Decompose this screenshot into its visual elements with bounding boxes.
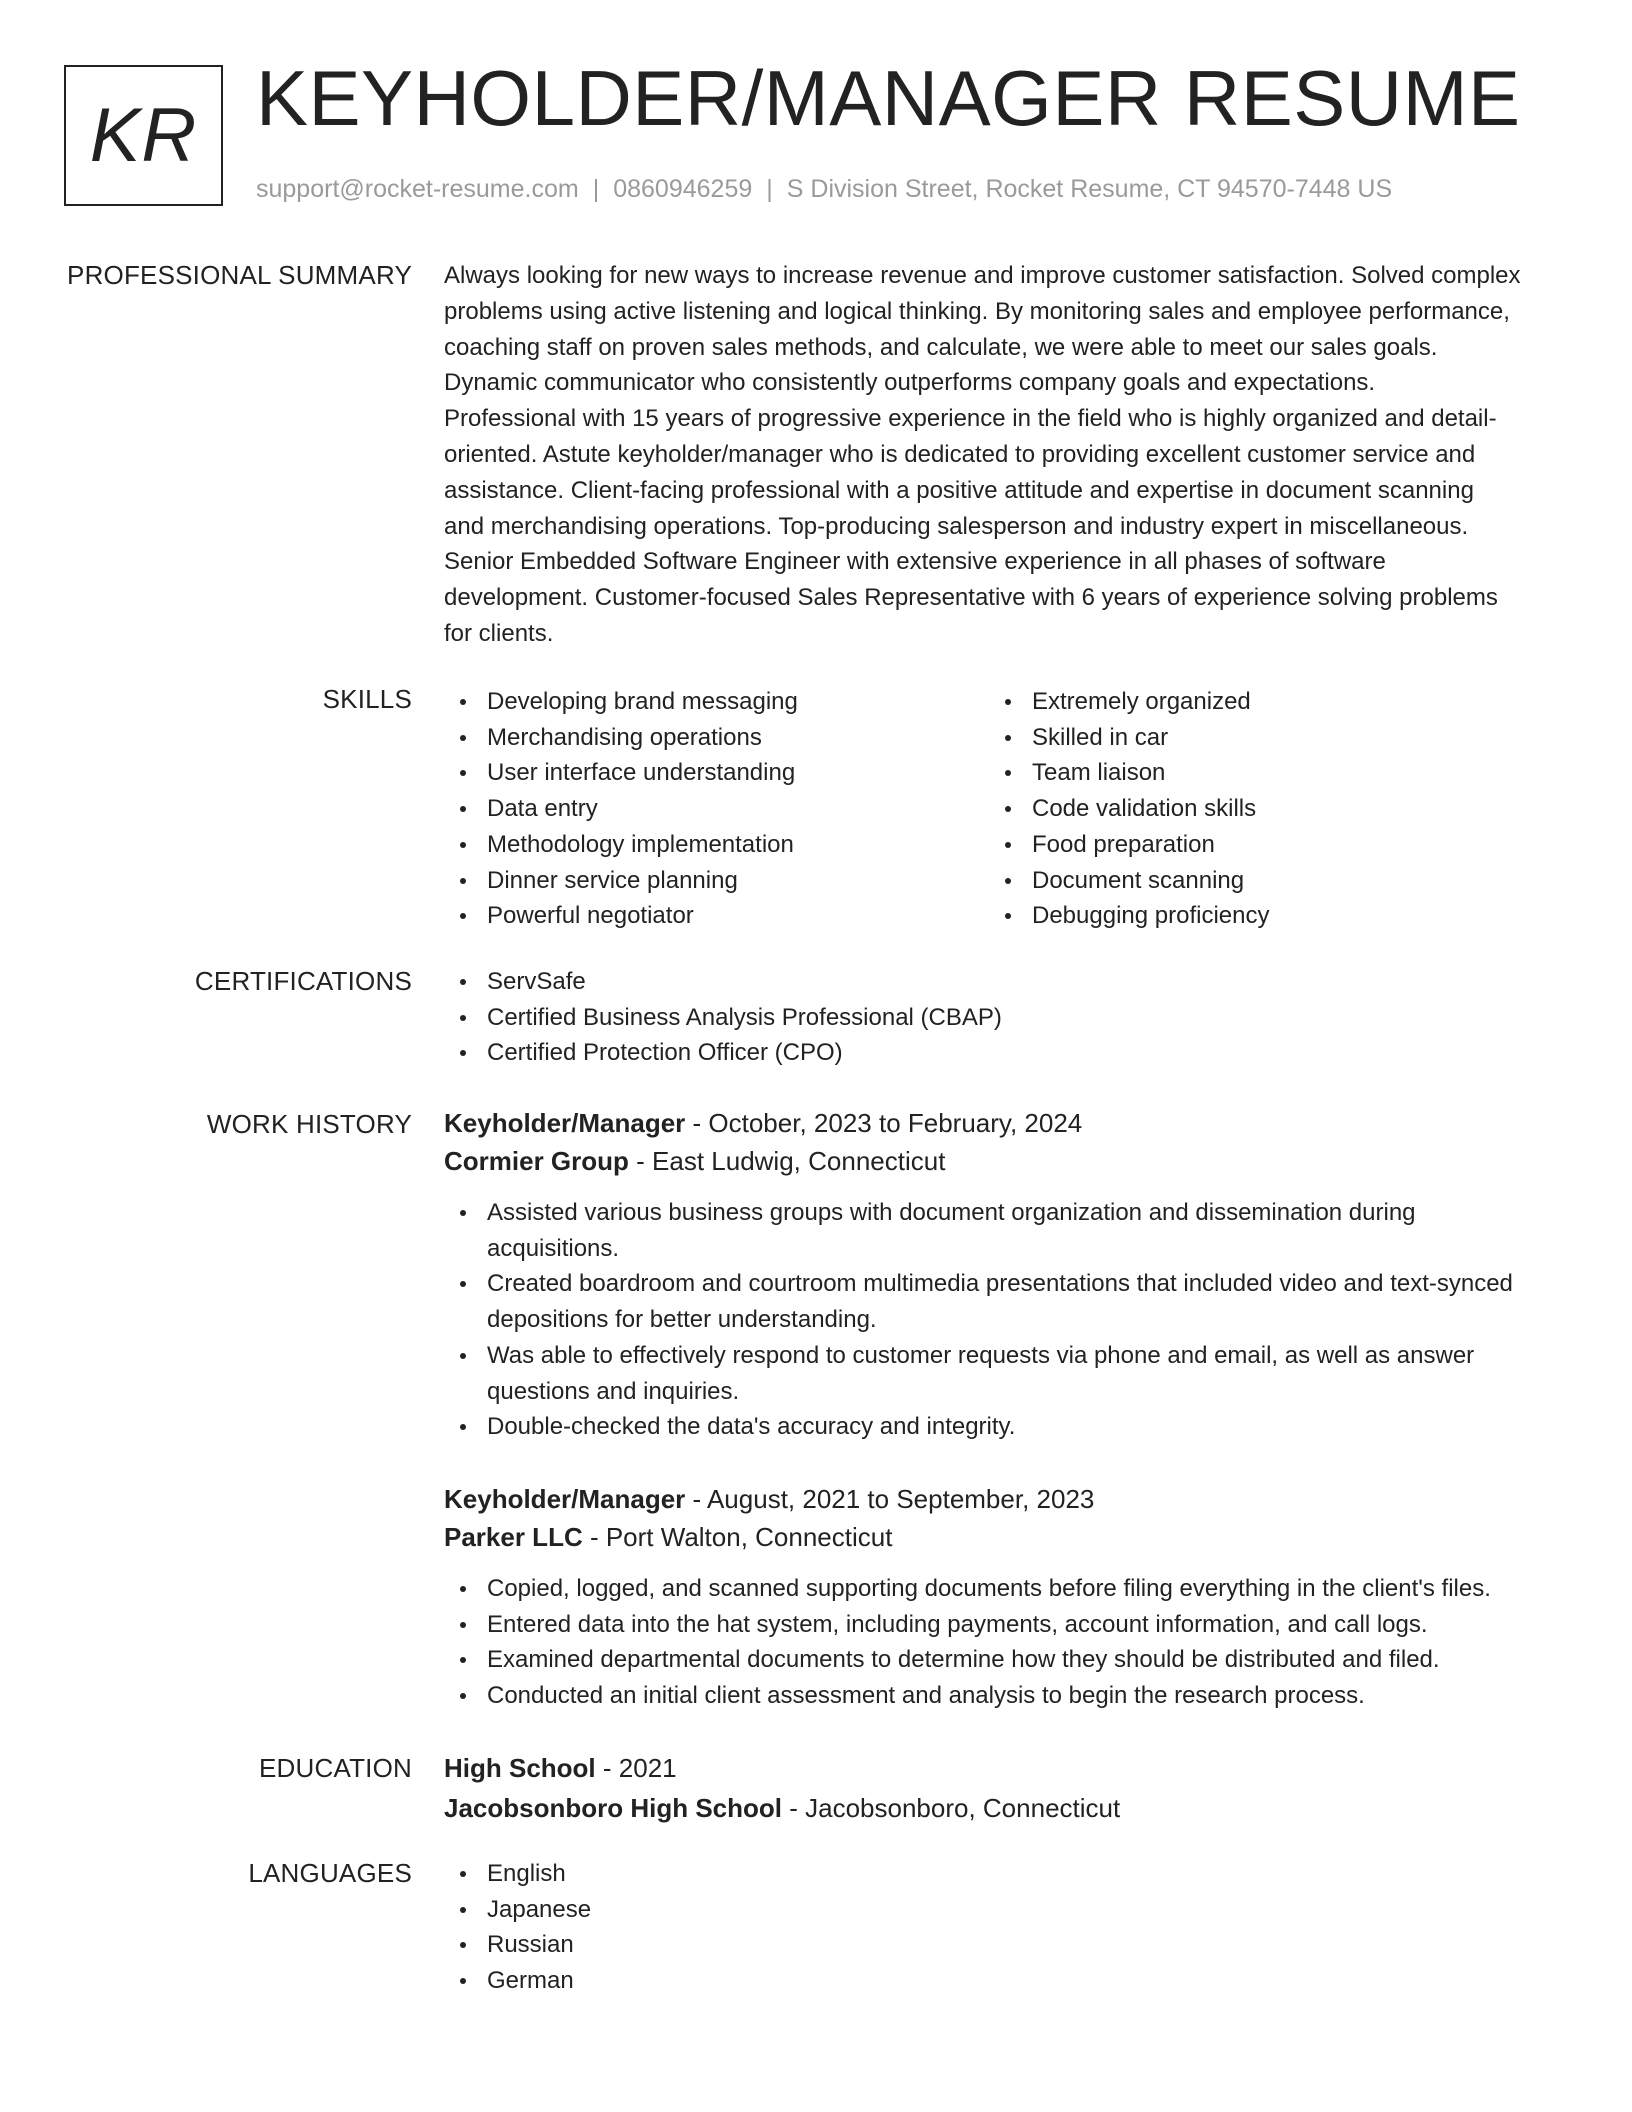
monogram-initials: KR: [89, 93, 198, 178]
job-duty: [444, 1195, 1554, 1266]
skills-list-left: [444, 684, 989, 934]
summary-line: oriented. Astute keyholder/manager who is dedicated to providing excellent customer service and: [444, 440, 1476, 468]
job-title-line: [444, 1480, 1554, 1518]
skill-item: Methodology implementation: [444, 827, 989, 863]
job-title: Keyholder/Manager: [444, 1484, 686, 1514]
job-duty: Conducted an initial client assessment and analysis to begin the research process.: [444, 1678, 1554, 1714]
summary-line: Senior Embedded Software Engineer with extensive experience in all phases of software: [444, 548, 1386, 576]
education-degree: High School: [444, 1753, 596, 1783]
skill-item: Data entry: [444, 791, 989, 827]
job-duties-list: [444, 1571, 1554, 1714]
summary-line: Always looking for new ways to increase revenue and improve customer satisfaction. Solved complex: [444, 262, 1521, 289]
duty-line: Created boardroom and courtroom multimedia presentations that included video and text-synced: [487, 1270, 1513, 1298]
summary-line: development. Customer-focused Sales Representative with 6 years of experience solving problems: [444, 584, 1498, 612]
duty-line: Double-checked the data's accuracy and integrity.: [487, 1413, 1016, 1441]
job-duty: Entered data into the hat system, including payments, account information, and call logs.: [444, 1607, 1554, 1643]
job-duties-list: [444, 1195, 1554, 1445]
language-item: Japanese: [444, 1892, 1554, 1928]
skill-item: Team liaison: [989, 755, 1534, 791]
job-dates: - August, 2021 to September, 2023: [685, 1484, 1095, 1514]
education-school-line: [444, 1788, 1554, 1828]
monogram-badge: [64, 65, 223, 206]
education-degree-line: [444, 1748, 1554, 1788]
education-year: - 2021: [595, 1753, 677, 1783]
contact-separator: |: [592, 175, 600, 203]
job-company-line: [444, 1518, 1554, 1556]
duty-line: questions and inquiries.: [487, 1377, 740, 1405]
skills-list-right: [989, 684, 1534, 934]
skills-heading: SKILLS: [322, 684, 412, 714]
education-heading: EDUCATION: [259, 1753, 412, 1783]
education-location: - Jacobsonboro, Connecticut: [782, 1793, 1121, 1823]
certification-item: Certified Business Analysis Professional (CBAP): [444, 1000, 1554, 1036]
contact-separator: |: [766, 175, 773, 203]
summary-text: [444, 258, 1554, 652]
contact-email: support@rocket-resume.com: [256, 175, 579, 203]
duty-line: acquisitions.: [487, 1234, 620, 1262]
job-duty: [444, 1266, 1554, 1337]
summary-line: problems using active listening and logical thinking. By monitoring sales and employee performance,: [444, 297, 1510, 325]
summary-line: Dynamic communicator who consistently outperforms company goals and expectations.: [444, 369, 1376, 397]
skill-item: Powerful negotiator: [444, 898, 989, 934]
education-entry: [444, 1748, 1554, 1828]
skill-item: User interface understanding: [444, 755, 989, 791]
job-company: Cormier Group: [444, 1146, 629, 1176]
skill-item: Document scanning: [989, 863, 1534, 899]
skill-item: Skilled in car: [989, 720, 1534, 756]
summary-line: for clients.: [444, 619, 554, 647]
summary-line: and merchandising operations. Top-producing salesperson and industry expert in miscellaneous.: [444, 512, 1469, 540]
skill-item: Extremely organized: [989, 684, 1534, 720]
skill-item: Code validation skills: [989, 791, 1534, 827]
skill-item: Food preparation: [989, 827, 1534, 863]
duty-line: depositions for better understanding.: [487, 1306, 877, 1334]
resume-title: KEYHOLDER/MANAGER RESUME: [256, 54, 1521, 142]
certification-item: Certified Protection Officer (CPO): [444, 1035, 1554, 1071]
job-duty: Examined departmental documents to determine how they should be distributed and filed.: [444, 1642, 1554, 1678]
skill-item: Debugging proficiency: [989, 898, 1534, 934]
summary-line: coaching staff on proven sales methods, and calculate, we were able to meet our sales goals.: [444, 333, 1438, 361]
language-item: Russian: [444, 1927, 1554, 1963]
job-title: Keyholder/Manager: [444, 1108, 686, 1138]
languages-list: [444, 1856, 1554, 1999]
job-company: Parker LLC: [444, 1522, 583, 1552]
job-duty: Copied, logged, and scanned supporting documents before filing everything in the client's files.: [444, 1571, 1554, 1607]
job-entry: [444, 1104, 1554, 1445]
certifications-heading: CERTIFICATIONS: [194, 966, 412, 996]
job-company-line: [444, 1142, 1554, 1180]
job-location: - East Ludwig, Connecticut: [628, 1146, 946, 1176]
skill-item: Developing brand messaging: [444, 684, 989, 720]
summary-line: Professional with 15 years of progressive experience in the field who is highly organized and detail-: [444, 405, 1497, 433]
job-duty: [444, 1409, 1554, 1445]
languages-heading: LANGUAGES: [248, 1858, 412, 1888]
education-school: Jacobsonboro High School: [444, 1793, 783, 1823]
certification-item: ServSafe: [444, 964, 1554, 1000]
certifications-list: [444, 964, 1554, 1071]
job-duty: [444, 1338, 1554, 1409]
contact-address: S Division Street, Rocket Resume, CT 94570-7448 US: [786, 175, 1393, 203]
language-item: German: [444, 1963, 1554, 1999]
duty-line: Assisted various business groups with document organization and dissemination during: [487, 1199, 1416, 1226]
contact-phone: 0860946259: [613, 175, 753, 203]
skills-grid: [444, 684, 1554, 934]
language-item: English: [444, 1856, 1554, 1892]
work-history-heading: WORK HISTORY: [206, 1109, 412, 1139]
skill-item: Merchandising operations: [444, 720, 989, 756]
job-entry: [444, 1480, 1554, 1714]
job-location: - Port Walton, Connecticut: [582, 1522, 893, 1552]
duty-line: Was able to effectively respond to customer requests via phone and email, as well as answer: [487, 1341, 1475, 1369]
job-dates: - October, 2023 to February, 2024: [685, 1108, 1083, 1138]
job-title-line: [444, 1104, 1554, 1142]
contact-line: [256, 175, 1392, 204]
skill-item: Dinner service planning: [444, 863, 989, 899]
summary-line: assistance. Client-facing professional with a positive attitude and expertise in document scanning: [444, 476, 1474, 504]
summary-heading: PROFESSIONAL SUMMARY: [67, 260, 412, 290]
